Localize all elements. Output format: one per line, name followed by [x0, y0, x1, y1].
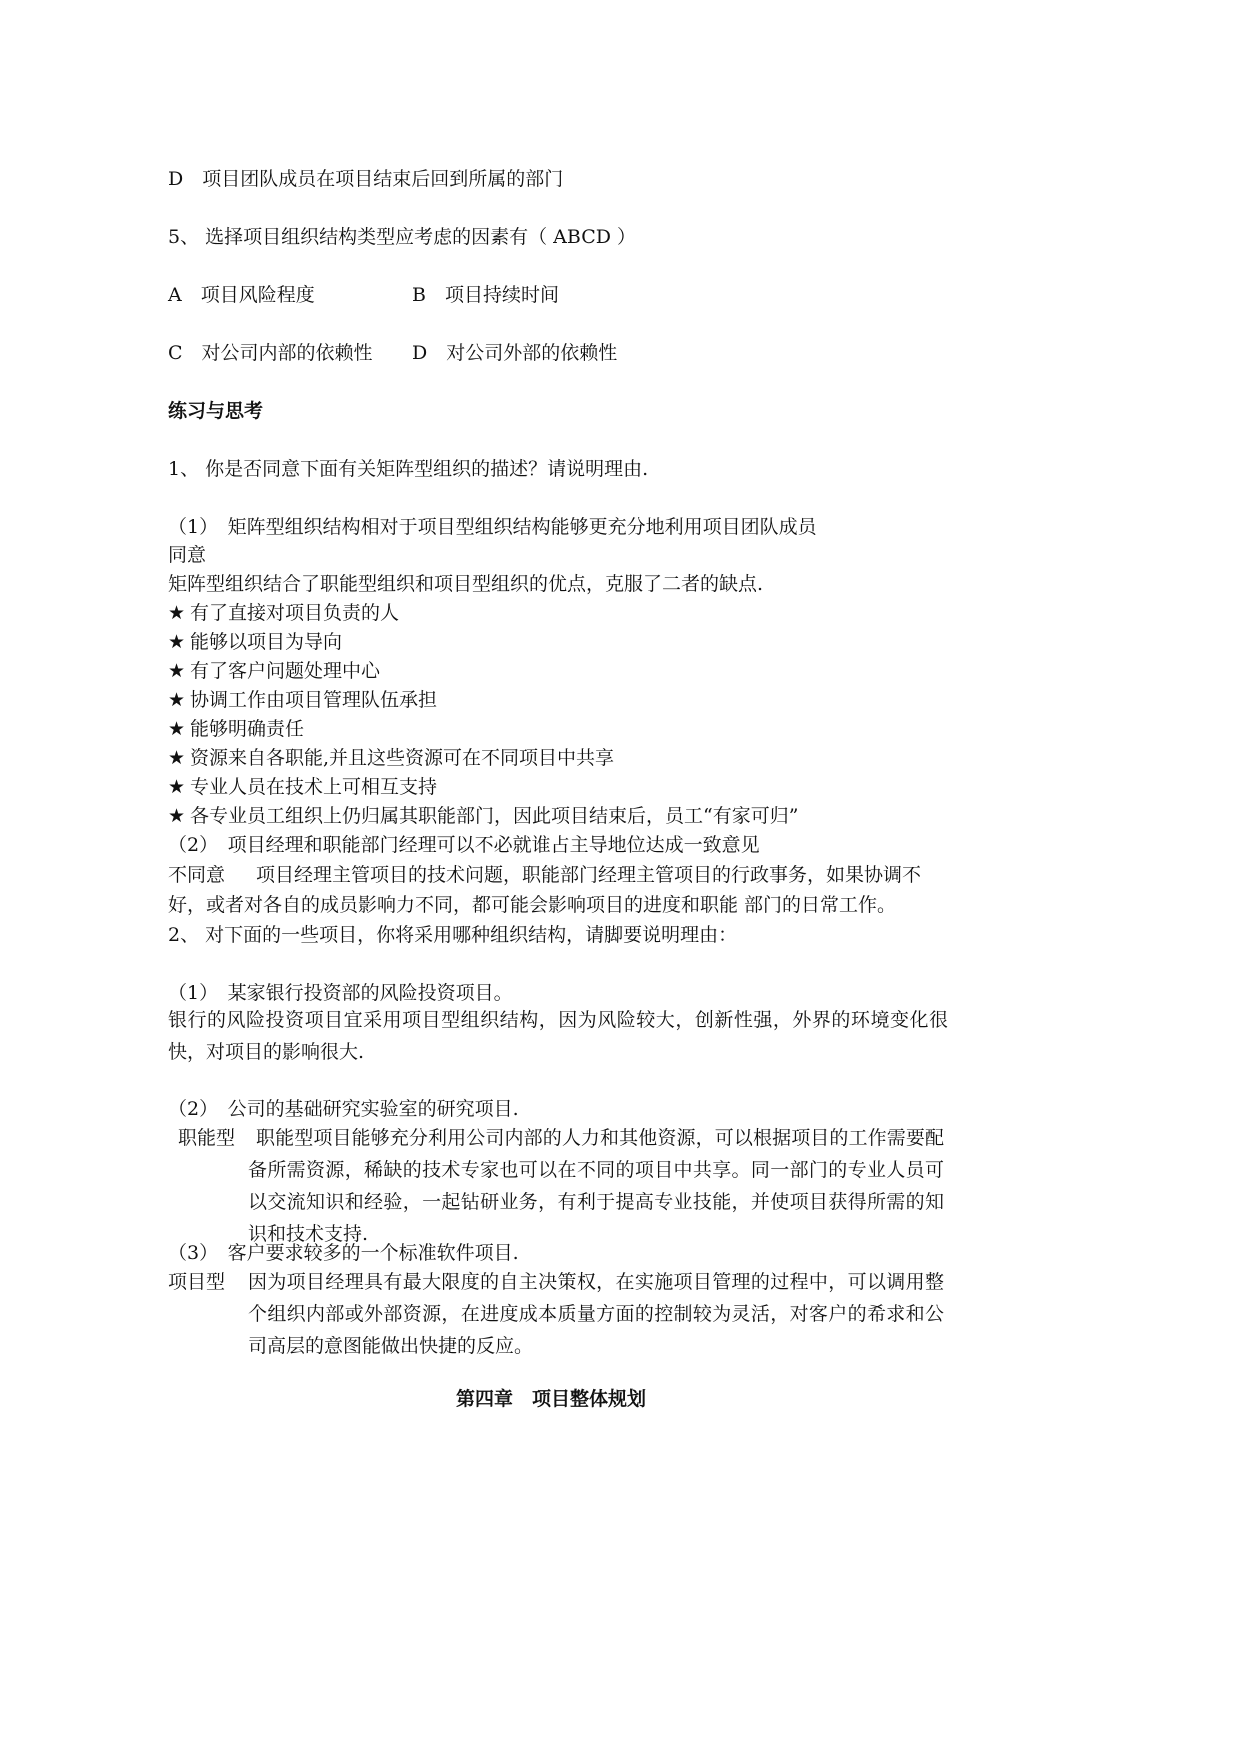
- q4-option-d: D 项目团队成员在项目结束后回到所属的部门: [168, 168, 564, 190]
- exercise-2-sub-2: （2） 公司的基础研究实验室的研究项目.: [168, 1098, 519, 1120]
- list-item: ★ 协调工作由项目管理队伍承担: [168, 689, 438, 711]
- star-icon: ★: [168, 776, 186, 798]
- exercise-2-sub-1: （1） 某家银行投资部的风险投资项目。: [168, 982, 513, 1004]
- sub-2-type-tag: 职能型: [178, 1127, 236, 1149]
- star-icon: ★: [168, 631, 186, 653]
- list-item: ★ 专业人员在技术上可相互支持: [168, 776, 438, 798]
- exercise-1-sub-2: （2） 项目经理和职能部门经理可以不必就谁占主导地位达成一致意见: [168, 834, 760, 856]
- star-icon: ★: [168, 747, 186, 769]
- q5-option-d: D 对公司外部的依赖性: [412, 342, 618, 364]
- exercise-1-question: 1、 你是否同意下面有关矩阵型组织的描述？请说明理由.: [168, 458, 649, 480]
- exercise-1-sub-1: （1） 矩阵型组织结构相对于项目型组织结构能够更充分地利用项目团队成员: [168, 516, 817, 538]
- star-icon: ★: [168, 660, 186, 682]
- disagree-text-cont: 好，或者对各自的成员影响力不同，都可能会影响项目的进度和职能 部门的日常工作。: [168, 894, 897, 916]
- exercise-2-sub-2-answer: 职能型项目能够充分利用公司内部的人力和其他资源，可以根据项目的工作需要配备所需资源，稀缺的技术专家也可以在不同的项目中共享。同一部门的专业人员可以交流知识和经验，一起钻研业务，有利于提高专业技能，并使项目获得所需的知识和技术支持.: [248, 1127, 944, 1245]
- section-heading: 练习与思考: [168, 400, 264, 422]
- list-item: ★ 能够以项目为导向: [168, 631, 343, 653]
- q5-option-c: C 对公司内部的依赖性: [168, 342, 373, 364]
- list-item: ★ 有了直接对项目负责的人: [168, 602, 400, 624]
- q5-option-a: A 项目风险程度: [168, 284, 315, 306]
- q5-question: 5、 选择项目组织结构类型应考虑的因素有（ ABCD ）: [168, 226, 637, 248]
- chapter-title: 第四章 项目整体规划: [456, 1388, 647, 1410]
- star-icon: ★: [168, 689, 186, 711]
- exercise-2-question: 2、 对下面的一些项目，你将采用哪种组织结构，请脚要说明理由：: [168, 924, 738, 946]
- list-item: ★ 资源来自各职能,并且这些资源可在不同项目中共享: [168, 747, 615, 769]
- star-icon: ★: [168, 718, 186, 740]
- exercise-2-sub-1-answer: 银行的风险投资项目宜采用项目型组织结构，因为风险较大，创新性强，外界的环境变化很快，对项目的影响很大.: [168, 1009, 948, 1063]
- disagree-tag: 不同意: [168, 864, 226, 886]
- q5-option-b: B 项目持续时间: [412, 284, 559, 306]
- exercise-2-sub-3: （3） 客户要求较多的一个标准软件项目.: [168, 1242, 519, 1264]
- exercise-1-explanation: 矩阵型组织结合了职能型组织和项目型组织的优点，克服了二者的缺点.: [168, 573, 764, 595]
- exercise-2-sub-3-answer: 因为项目经理具有最大限度的自主决策权，在实施项目管理的过程中，可以调用整个组织内部或外部资源，在进度成本质量方面的控制较为灵活，对客户的希求和公司高层的意图能做出快捷的反应。: [248, 1271, 944, 1357]
- exercise-1-agree: 同意: [168, 544, 207, 566]
- star-icon: ★: [168, 805, 186, 827]
- list-item: ★ 能够明确责任: [168, 718, 305, 740]
- list-item: ★ 各专业员工组织上仍归属其职能部门，因此项目结束后，员工“有家可归”: [168, 805, 799, 827]
- disagree-text: 项目经理主管项目的技术问题，职能部门经理主管项目的行政事务，如果协调不: [256, 864, 922, 886]
- sub-3-type-tag: 项目型: [168, 1271, 226, 1293]
- list-item: ★ 有了客户问题处理中心: [168, 660, 381, 682]
- star-icon: ★: [168, 602, 186, 624]
